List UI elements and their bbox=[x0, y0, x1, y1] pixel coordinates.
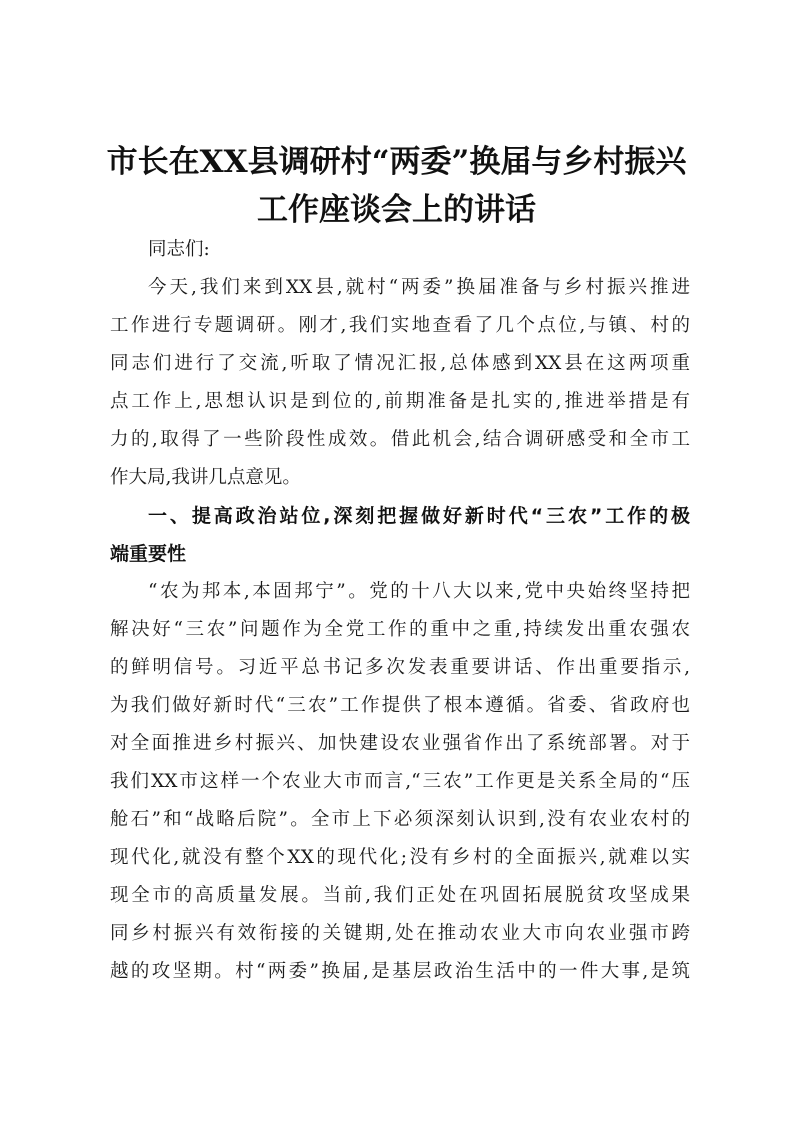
document-title-line-1: 市长在XX县调研村“两委”换届与乡村振兴 bbox=[106, 144, 687, 180]
paragraph-line: 同志们进行了交流,听取了情况汇报,总体感到XX县在这两项重 bbox=[110, 353, 690, 374]
paragraph-line: “农为邦本,本固邦宁”。党的十八大以来,党中央始终坚持把 bbox=[148, 581, 690, 602]
paragraph-line: 力的,取得了一些阶段性成效。借此机会,结合调研感受和全市工 bbox=[110, 429, 690, 450]
paragraph-line: 同乡村振兴有效衔接的关键期,处在推动农业大市向农业强市跨 bbox=[110, 923, 690, 944]
paragraph-line: 现代化,就没有整个XX的现代化;没有乡村的全面振兴,就难以实 bbox=[110, 847, 690, 868]
paragraph-line: 现全市的高质量发展。当前,我们正处在巩固拓展脱贫攻坚成果 bbox=[110, 885, 690, 906]
paragraph-line: 越的攻坚期。村“两委”换届,是基层政治生活中的一件大事,是筑 bbox=[110, 961, 690, 982]
paragraph-line: 点工作上,思想认识是到位的,前期准备是扎实的,推进举措是有 bbox=[110, 391, 690, 412]
paragraph-line: 舱石”和“战略后院”。全市上下必须深刻认识到,没有农业农村的 bbox=[110, 809, 690, 830]
paragraph-line: 为我们做好新时代“三农”工作提供了根本遵循。省委、省政府也 bbox=[110, 695, 690, 716]
section-heading-line: 一、提高政治站位,深刻把握做好新时代“三农”工作的极 bbox=[148, 505, 690, 527]
paragraph-line: 的鲜明信号。习近平总书记多次发表重要讲话、作出重要指示, bbox=[110, 657, 690, 678]
salutation: 同志们: bbox=[148, 239, 210, 260]
paragraph-line: 作大局,我讲几点意见。 bbox=[110, 467, 301, 488]
paragraph-line: 对全面推进乡村振兴、加快建设农业强省作出了系统部署。对于 bbox=[110, 733, 690, 754]
section-heading-line: 端重要性 bbox=[110, 543, 187, 565]
document-title-line-2: 工作座谈会上的讲话 bbox=[257, 192, 536, 228]
paragraph-line: 今天,我们来到XX县,就村“两委”换届准备与乡村振兴推进 bbox=[148, 277, 690, 298]
paragraph-line: 解决好“三农”问题作为全党工作的重中之重,持续发出重农强农 bbox=[110, 619, 690, 640]
paragraph-line: 我们XX市这样一个农业大市而言,“三农”工作更是关系全局的“压 bbox=[110, 771, 690, 792]
paragraph-line: 工作进行专题调研。刚才,我们实地查看了几个点位,与镇、村的 bbox=[110, 315, 690, 336]
